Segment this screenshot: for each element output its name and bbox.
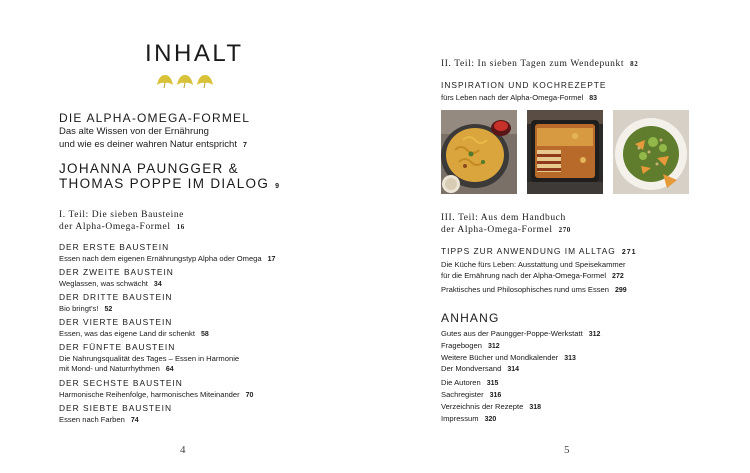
page-number: 70 [245,392,254,399]
pasta-photo [441,110,517,194]
inspiration-sub: fürs Leben nach der Alpha-Omega-Formel 83 [441,93,598,102]
baustein-4-desc: Essen, was das eigene Land dir schenkt 58 [59,329,209,338]
page-number: 299 [615,287,627,294]
baustein-4-heading: DER VIERTE BAUSTEIN [59,317,173,327]
page-number: 9 [275,183,281,190]
baustein-1-heading: DER ERSTE BAUSTEIN [59,242,170,252]
baustein-2-heading: DER ZWEITE BAUSTEIN [59,267,174,277]
ginkgo-leaf-icon [177,75,193,88]
baustein-1-desc: Essen nach dem eigenen Ernährungstyp Alpha oder Omega 17 [59,254,276,263]
ginkgo-leaf-icon [197,75,213,88]
teil3-heading-line2: der Alpha-Omega-Formel 270 [441,225,571,235]
page-number: 312 [487,343,500,350]
baustein-7-heading: DER SIEBTE BAUSTEIN [59,403,173,413]
teil1-heading-line2: der Alpha-Omega-Formel 16 [59,222,185,232]
anhang-item: Gutes aus der Paungger-Poppe-Werkstatt 312 [441,329,601,338]
page-number: 314 [507,366,520,373]
page-number: 82 [630,60,639,68]
page-number: 270 [558,226,571,234]
salad-photo [613,110,689,194]
inspiration-heading: INSPIRATION UND KOCHREZEPTE [441,80,607,90]
page-number: 272 [612,273,624,280]
page-number: 313 [564,355,576,362]
baustein-5-desc-line2: mit Mond- und Naturrhythmen 64 [59,364,174,373]
page-number: 315 [486,380,499,387]
baustein-3-desc: Bio bringt's! 52 [59,304,113,313]
anhang-item: Die Autoren 315 [441,378,499,387]
page-number: 58 [200,331,209,338]
baustein-7-desc: Essen nach Farben 74 [59,415,139,424]
teil1-heading-line1: I. Teil: Die sieben Bausteine [59,210,184,220]
formel-heading: DIE ALPHA-OMEGA-FORMEL [59,111,251,125]
page-number: 312 [588,331,601,338]
page-number: 7 [242,142,247,149]
anhang-heading: ANHANG [441,311,500,325]
baustein-6-desc: Harmonische Reihenfolge, harmonisches Miteinander 70 [59,390,254,399]
anhang-item: Impressum 320 [441,414,497,423]
kueche-line2: für die Ernährung nach der Alpha-Omega-Formel 272 [441,271,624,280]
page-title: INHALT [145,40,244,67]
lasagne-photo [527,110,603,194]
page-number: 16 [176,223,185,231]
formel-desc-line1: Das alte Wissen von der Ernährung [59,126,209,137]
dialog-heading-line1: JOHANNA PAUNGGER & [59,161,239,176]
dialog-heading-line2: THOMAS POPPE IM DIALOG 9 [59,176,281,191]
formel-desc-line2: und wie es deiner wahren Natur entspricht 7 [59,139,247,150]
page-folio: 5 [564,444,570,456]
page-number: 271 [621,249,637,256]
page-folio: 4 [180,444,186,456]
right-page [375,0,750,473]
page-number: 74 [130,417,139,424]
baustein-5-heading: DER FÜNFTE BAUSTEIN [59,342,176,352]
baustein-5-desc-line1: Die Nahrungsqualität des Tages – Essen in Harmonie [59,354,240,363]
page-number: 64 [165,366,174,373]
page-number: 83 [589,95,598,102]
anhang-item: Sachregister 316 [441,390,502,399]
baustein-2-desc: Weglassen, was schwächt 34 [59,279,162,288]
baustein-3-heading: DER DRITTE BAUSTEIN [59,292,173,302]
anhang-item: Weitere Bücher und Mondkalender 313 [441,353,576,362]
anhang-item: Fragebogen 312 [441,341,500,350]
page-number: 52 [104,306,113,313]
page-number: 318 [529,404,541,411]
page-number: 34 [153,281,162,288]
page-number: 320 [484,416,497,423]
page-number: 316 [489,392,502,399]
anhang-item: Der Mondversand 314 [441,364,520,373]
teil2-heading: II. Teil: In sieben Tagen zum Wendepunkt 82 [441,59,639,69]
baustein-6-heading: DER SECHSTE BAUSTEIN [59,378,183,388]
ginkgo-leaves-ornament [155,73,215,89]
kueche-line1: Die Küche fürs Leben: Ausstattung und Speisekammer [441,260,626,269]
ginkgo-leaf-icon [157,75,173,88]
tipps-heading: TIPPS ZUR ANWENDUNG IM ALLTAG 271 [441,246,637,256]
page-number: 17 [267,256,276,263]
teil3-heading-line1: III. Teil: Aus dem Handbuch [441,213,566,223]
praktisch-entry: Praktisches und Philosophisches rund ums Essen 299 [441,285,627,294]
anhang-item: Verzeichnis der Rezepte 318 [441,402,541,411]
